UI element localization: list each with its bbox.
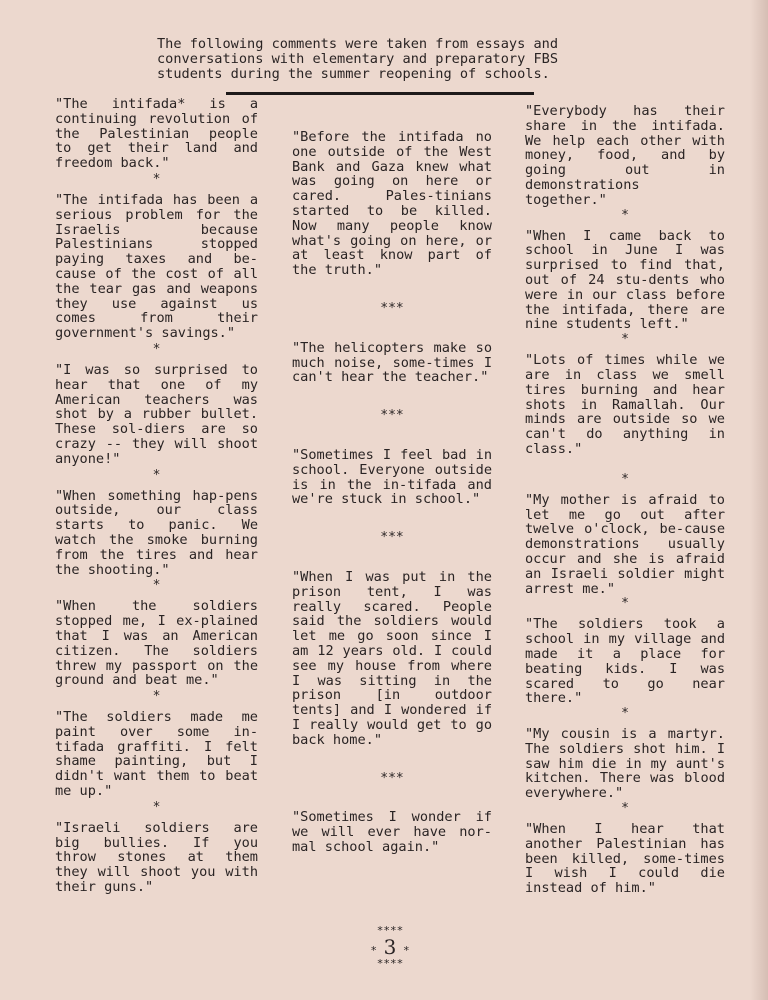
intro-text: The following comments were taken from essays and conversations with elementary and preparatory FBS students during the summer reopening of schools.	[157, 36, 559, 82]
quote: "Sometimes I wonder if we will ever have nor-mal school again."	[292, 809, 492, 855]
separator: *	[621, 471, 629, 487]
separator: *	[152, 689, 161, 705]
quote: "Lots of times while we are in class we smell tires burning and hear shots in Ramallah. Our minds are outside so we can't do anything in class."	[525, 352, 725, 457]
quote: "The soldiers took a school in my village and made it a place for beating kids. I was scared to go near there."	[525, 616, 725, 707]
quote: "The helicopters make so much noise, some-times I can't hear the teacher."	[292, 339, 492, 386]
quote: "I was so surprised to hear that one of my American teachers was shot by a rubber bullet. These sol-diers are so crazy -- they will shoot anyone!"	[55, 361, 258, 467]
page-number-side-star: *	[370, 944, 377, 957]
separator: *	[621, 207, 629, 223]
separator: *	[152, 171, 161, 187]
separator: ***	[380, 408, 404, 424]
quote: "When I came back to school in June I was surprised to find that, out of 24 stu-dents who were in our class before the intifada, there are nine students left."	[525, 227, 725, 333]
separator: *	[621, 332, 629, 348]
quote: "The soldiers made me paint over some in-tifada graffiti. I felt shame painting, but I didn't want them to beat me up."	[55, 709, 258, 800]
separator: *	[152, 341, 161, 357]
quote: "When I hear that another Palestinian has been killed, some-times I wish I could die instead of him."	[525, 821, 725, 897]
separator: *	[621, 706, 629, 722]
quote: "When I was put in the prison tent, I was really scared. People said the soldiers would let me go soon since I am 12 years old. I could see my house from where I was sitting in the prison [in outdoor tents] and I wondered if I really would get to go back home."	[292, 568, 492, 748]
intro-rule	[226, 92, 534, 95]
page-number: 3	[383, 935, 397, 959]
quote: "Israeli soldiers are big bullies. If you throw stones at them they will shoot you with their guns."	[55, 819, 258, 896]
quote: "My mother is afraid to let me go out after twelve o'clock, be-cause demonstrations usually occur and she is afraid an Israeli soldier might arrest me."	[525, 491, 725, 597]
page-number-side-star: *	[402, 944, 410, 957]
separator: *	[152, 467, 161, 483]
column-middle	[292, 130, 492, 855]
quote: "Sometimes I feel bad in school. Everyone outside is in the in-tifada and we're stuck in school."	[292, 446, 492, 508]
page-number-stars-top: ****	[376, 924, 404, 937]
quote: "The intifada has been a serious problem for the Israelis because Palestinians stopped paying taxes and be-cause of the cost of all the tear gas and weapons they use against us comes from their government's savings."	[55, 191, 258, 342]
quote: "My cousin is a martyr. The soldiers shot him. I saw him die in my aunt's kitchen. There was blood everywhere."	[525, 726, 725, 802]
quote: "When something hap-pens outside, our class starts to panic. We watch the smoke burning from the tires and hear the shooting."	[55, 487, 258, 578]
quote: "The intifada* is a continuing revolution of the Palestinian people to get their land and freedom back."	[55, 96, 258, 172]
separator: *	[152, 578, 161, 594]
separator: *	[621, 596, 629, 612]
page-number-stars-bottom: ****	[376, 957, 404, 970]
page-edge-shadow	[750, 0, 768, 1000]
quote: "Before the intifada no one outside of the West Bank and Gaza knew what was going on here or cared. Pales-tinians started to be killed. Now many people know what's going on here, or at least know part of the truth."	[292, 129, 492, 279]
quote: "Everybody has their share in the intifada. We help each other with money, food, and by going out in demonstrations together."	[525, 103, 725, 208]
column-left	[55, 97, 258, 895]
separator: ***	[380, 530, 404, 546]
page-number-block	[360, 925, 420, 969]
separator: ***	[380, 300, 404, 316]
separator: *	[621, 801, 629, 817]
separator: *	[152, 799, 161, 815]
column-right	[525, 104, 725, 896]
separator: ***	[380, 770, 404, 786]
quote: "When the soldiers stopped me, I ex-plained that I was an American citizen. The soldiers threw my passport on the ground and beat me."	[55, 598, 258, 689]
